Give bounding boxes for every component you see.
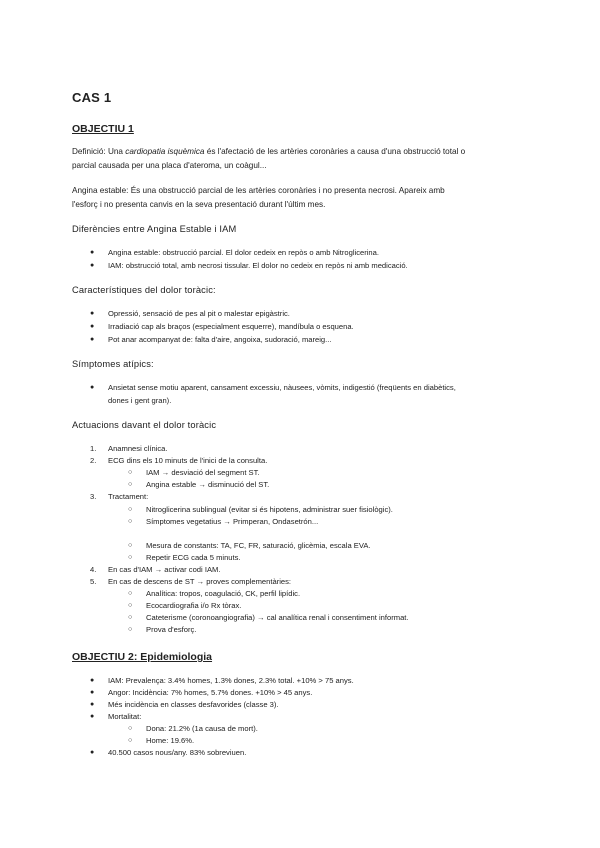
document-title: CAS 1: [72, 90, 112, 105]
definicio-term: cardiopatia isquèmica: [125, 147, 205, 156]
definicio-pre: Una: [107, 147, 123, 156]
document-page: CAS 1 OBJECTIU 1 Definició: Una cardiopatia isquèmica és l'afectació de les artèries coronàries a causa d'una obstrucció total o parcial causada per una placa d'ateroma, un coàgul... Angina estable: És una obstrucció parcial de les artèries coronàries i no presenta necrosi. Apareix amb l'esforç i no presenta canvis en la seva presentació durant l'últim mes. Diferències entre Angina Estable i IAM ● Angina estable: obstrucció parcial. El dolor cedeix en repòs o amb Nitroglicerina. ● IAM: obstrucció total, amb necrosi tissular. El dolor no cedeix en repòs ni amb medicació. Característiques del dolor toràcic: ● Opressió, sensació de pes al pit o malestar epigàstric. ● Irradiació cap als braços (especialment esquerre), mandíbula o esquena. ● Pot anar acompanyat de: falta d'aire, angoixa, sudoració, mareig... Símptomes atípics: ● Ansietat sense motiu aparent, cansament excessiu, nàusees, vòmits, indigestió (freqüents en diabètics, dones i gent gran). Actuacions davant el dolor toràcic 1. Anamnesi clínica. 2. ECG dins els 10 minuts de l'inici de la consulta. ○ IAM → desviació del segment ST. ○ Angina estable → disminució del ST. 3. Tractament: ○ Nitroglicerina sublingual (evitar si és hipotens, administrar suer fisiològic). ○ Símptomes vegetatius → Primperan, Ondasetrón... ○ Mesura de constants: TA, FC, FR, saturació, glicèmia, escala EVA. ○ Repetir ECG cada 5 minuts. 4. En cas d'IAM → activar codi IAM. 5. En cas de descens de ST → proves complementàries: ○ Analítica: tropos, coagulació, CK, perfil lipídic. ○ Ecocardiografia i/o Rx tòrax. ○ Cateterisme (coronoangiografia) → cal analítica renal i consentiment informat. ○ Prova d'esforç. OBJECTIU 2: Epidemiologia ● IAM: Prevalença: 3.4% homes, 1.3% dones, 2.3% total. +10% > 75 anys. ● Angor: Incidència: 7% homes, 5.7% dones. +10% > 45 anys. ● Més incidència en classes desfavorides (classe 3). ● Mortalitat: ○ Dona: 21.2% (1a causa de mort). ○ Home: 19.6%. ● 40.500 casos nous/any. 83% sobreviuen.: [72, 90, 466, 757]
definicio-line-1: [72, 147, 465, 156]
simptomes-heading: Símptomes atípics:: [72, 359, 154, 369]
diferencies-heading: Diferències entre Angina Estable i IAM: [72, 224, 237, 234]
objectiu-2-heading: OBJECTIU 2: Epidemiologia: [72, 651, 213, 663]
definicio-label: Definició:: [72, 147, 106, 156]
actuacions-heading: Actuacions davant el dolor toràcic: [72, 420, 217, 430]
caracteristiques-heading: Característiques del dolor toràcic:: [72, 285, 216, 295]
objectiu-1-heading: OBJECTIU 1: [72, 123, 134, 135]
definicio-line-2: parcial causada per una placa d'ateroma, un coàgul...: [72, 161, 267, 170]
angina-line-2: l'esforç i no presenta canvis en la seva presentació durant l'últim mes.: [72, 200, 326, 209]
angina-line-1: Angina estable: És una obstrucció parcial de les artèries coronàries i no presenta necrosi. Apareix amb: [72, 186, 445, 195]
list-item-continuation: dones i gent gran).: [108, 396, 172, 405]
definicio-rest: és l'afectació de les artèries coronàries a causa d'una obstrucció total o: [206, 147, 466, 156]
